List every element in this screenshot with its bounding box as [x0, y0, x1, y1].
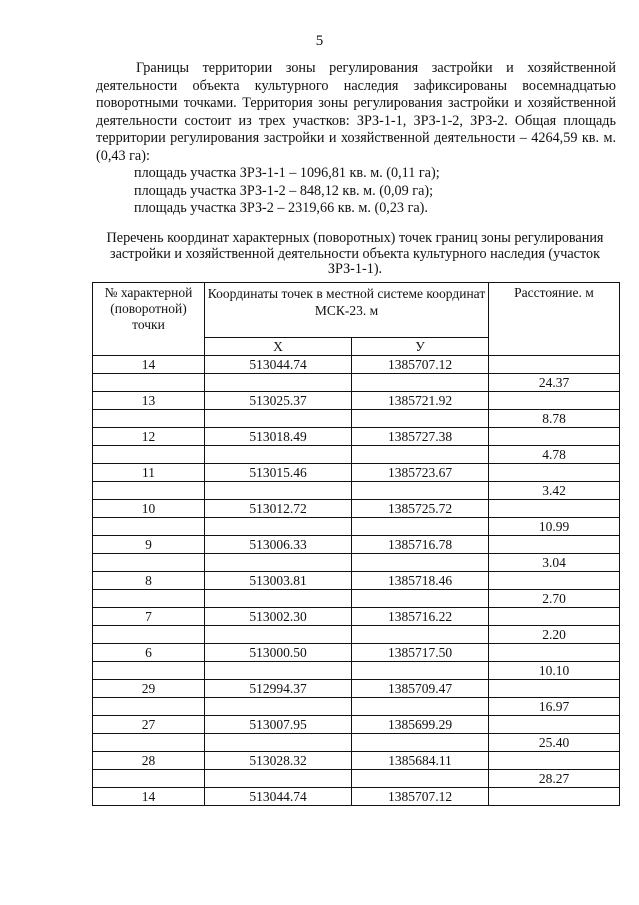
point-number-cell: 14	[93, 356, 205, 374]
distance-row	[93, 662, 620, 680]
y-coordinate-cell: 1385707.12	[352, 356, 489, 374]
point-number-cell: 7	[93, 608, 205, 626]
x-coordinate-cell: 513007.95	[205, 716, 352, 734]
point-number-cell: 14	[93, 788, 205, 806]
x-coordinate-cell: 513018.49	[205, 428, 352, 446]
distance-empty-cell	[489, 788, 620, 806]
distance-row	[93, 770, 620, 788]
y-coordinate-cell: 1385721.92	[352, 392, 489, 410]
distance-empty-cell	[489, 608, 620, 626]
x-coordinate-cell: 513000.50	[205, 644, 352, 662]
empty-cell	[93, 734, 205, 752]
distance-cell: 8.78	[489, 410, 620, 428]
empty-cell	[205, 662, 352, 680]
y-coordinate-cell: 1385718.46	[352, 572, 489, 590]
x-coordinate-cell: 513006.33	[205, 536, 352, 554]
distance-empty-cell	[489, 428, 620, 446]
table-row	[93, 464, 620, 482]
empty-cell	[352, 482, 489, 500]
area-line: площадь участка ЗРЗ-1-2 – 848,12 кв. м. (0,09 га);	[134, 182, 434, 199]
distance-cell: 3.42	[489, 482, 620, 500]
y-coordinate-cell: 1385725.72	[352, 500, 489, 518]
empty-cell	[205, 410, 352, 428]
empty-cell	[352, 662, 489, 680]
x-coordinate-cell: 513012.72	[205, 500, 352, 518]
table-row	[93, 392, 620, 410]
empty-cell	[352, 446, 489, 464]
x-coordinate-cell: 513044.74	[205, 788, 352, 806]
empty-cell	[205, 446, 352, 464]
table-row	[93, 716, 620, 734]
table-row	[93, 752, 620, 770]
page-number: 5	[315, 33, 324, 49]
intro-paragraph: Границы территории зоны регулирования застройки и хозяйственной деятельности объекта культурного наследия зафиксированы восемнадцатью поворотными точками. Территория зоны регулирования застройки и хозяйственной деятельности состоит из трех участков: ЗРЗ-1-1, ЗРЗ-1-2, ЗРЗ-2. Общая площадь территории регулирования застройки и хозяйственной деятельности – 4264,59 кв. м. (0,43 га):	[96, 60, 616, 164]
empty-cell	[93, 662, 205, 680]
empty-cell	[93, 410, 205, 428]
empty-cell	[205, 698, 352, 716]
point-number-cell: 29	[93, 680, 205, 698]
distance-cell: 16.97	[489, 698, 620, 716]
x-coordinate-cell: 513002.30	[205, 608, 352, 626]
distance-row	[93, 590, 620, 608]
x-coordinate-cell: 513003.81	[205, 572, 352, 590]
distance-cell: 2.70	[489, 590, 620, 608]
x-coordinate-cell: 513025.37	[205, 392, 352, 410]
distance-empty-cell	[489, 572, 620, 590]
empty-cell	[93, 770, 205, 788]
empty-cell	[93, 698, 205, 716]
empty-cell	[205, 374, 352, 392]
point-number-cell: 28	[93, 752, 205, 770]
table-caption: Перечень координат характерных (поворотных) точек границ зоны регулирования застройки и хозяйственной деятельности объекта культурного наследия (участок ЗРЗ-1-1).	[106, 230, 604, 277]
distance-cell: 24.37	[489, 374, 620, 392]
empty-cell	[352, 554, 489, 572]
distance-empty-cell	[489, 356, 620, 374]
table-body	[93, 356, 620, 806]
table-row	[93, 680, 620, 698]
point-number-cell: 27	[93, 716, 205, 734]
intro-text	[96, 60, 616, 165]
empty-cell	[93, 554, 205, 572]
empty-cell	[352, 590, 489, 608]
y-coordinate-cell: 1385709.47	[352, 680, 489, 698]
distance-row	[93, 410, 620, 428]
point-number-cell: 12	[93, 428, 205, 446]
distance-empty-cell	[489, 536, 620, 554]
distance-empty-cell	[489, 752, 620, 770]
empty-cell	[205, 590, 352, 608]
distance-empty-cell	[489, 716, 620, 734]
y-coordinate-cell: 1385699.29	[352, 716, 489, 734]
distance-cell: 10.10	[489, 662, 620, 680]
distance-empty-cell	[489, 500, 620, 518]
distance-row	[93, 446, 620, 464]
table-row	[93, 428, 620, 446]
coordinates-table	[92, 282, 620, 806]
table-row	[93, 500, 620, 518]
header-point-number: № характерной (поворотной) точки	[93, 283, 205, 356]
distance-row	[93, 626, 620, 644]
empty-cell	[93, 626, 205, 644]
point-number-cell: 10	[93, 500, 205, 518]
header-distance: Расстояние. м	[489, 283, 620, 356]
area-list	[134, 165, 440, 218]
empty-cell	[352, 734, 489, 752]
x-coordinate-cell: 513044.74	[205, 356, 352, 374]
area-line: площадь участка ЗРЗ-1-1 – 1096,81 кв. м. (0,11 га);	[134, 165, 440, 181]
x-coordinate-cell: 513028.32	[205, 752, 352, 770]
y-coordinate-cell: 1385716.22	[352, 608, 489, 626]
x-coordinate-cell: 512994.37	[205, 680, 352, 698]
header-y: У	[352, 338, 489, 356]
y-coordinate-cell: 1385727.38	[352, 428, 489, 446]
header-x: Х	[205, 338, 352, 356]
table-row	[93, 572, 620, 590]
empty-cell	[352, 410, 489, 428]
empty-cell	[205, 770, 352, 788]
empty-cell	[352, 770, 489, 788]
empty-cell	[352, 518, 489, 536]
distance-row	[93, 734, 620, 752]
empty-cell	[93, 446, 205, 464]
table-row	[93, 608, 620, 626]
empty-cell	[352, 626, 489, 644]
distance-cell: 28.27	[489, 770, 620, 788]
distance-cell: 10.99	[489, 518, 620, 536]
table-row	[93, 536, 620, 554]
x-coordinate-cell: 513015.46	[205, 464, 352, 482]
empty-cell	[93, 374, 205, 392]
distance-cell: 4.78	[489, 446, 620, 464]
distance-empty-cell	[489, 392, 620, 410]
point-number-cell: 8	[93, 572, 205, 590]
distance-row	[93, 518, 620, 536]
y-coordinate-cell: 1385684.11	[352, 752, 489, 770]
empty-cell	[352, 698, 489, 716]
y-coordinate-cell: 1385723.67	[352, 464, 489, 482]
distance-row	[93, 554, 620, 572]
empty-cell	[205, 626, 352, 644]
empty-cell	[93, 518, 205, 536]
distance-empty-cell	[489, 464, 620, 482]
distance-empty-cell	[489, 680, 620, 698]
y-coordinate-cell: 1385707.12	[352, 788, 489, 806]
y-coordinate-cell: 1385716.78	[352, 536, 489, 554]
distance-row	[93, 482, 620, 500]
distance-row	[93, 698, 620, 716]
table-row	[93, 788, 620, 806]
distance-cell: 3.04	[489, 554, 620, 572]
point-number-cell: 6	[93, 644, 205, 662]
empty-cell	[93, 482, 205, 500]
table-row	[93, 644, 620, 662]
point-number-cell: 9	[93, 536, 205, 554]
point-number-cell: 13	[93, 392, 205, 410]
distance-empty-cell	[489, 644, 620, 662]
empty-cell	[205, 734, 352, 752]
area-line: площадь участка ЗРЗ-2 – 2319,66 кв. м. (0,23 га).	[134, 200, 428, 216]
empty-cell	[205, 482, 352, 500]
distance-cell: 2.20	[489, 626, 620, 644]
empty-cell	[352, 374, 489, 392]
empty-cell	[93, 590, 205, 608]
empty-cell	[205, 518, 352, 536]
distance-cell: 25.40	[489, 734, 620, 752]
point-number-cell: 11	[93, 464, 205, 482]
empty-cell	[205, 554, 352, 572]
table-row	[93, 356, 620, 374]
distance-row	[93, 374, 620, 392]
y-coordinate-cell: 1385717.50	[352, 644, 489, 662]
header-coordinates: Координаты точек в местной системе координат МСК-23. м	[205, 283, 489, 338]
